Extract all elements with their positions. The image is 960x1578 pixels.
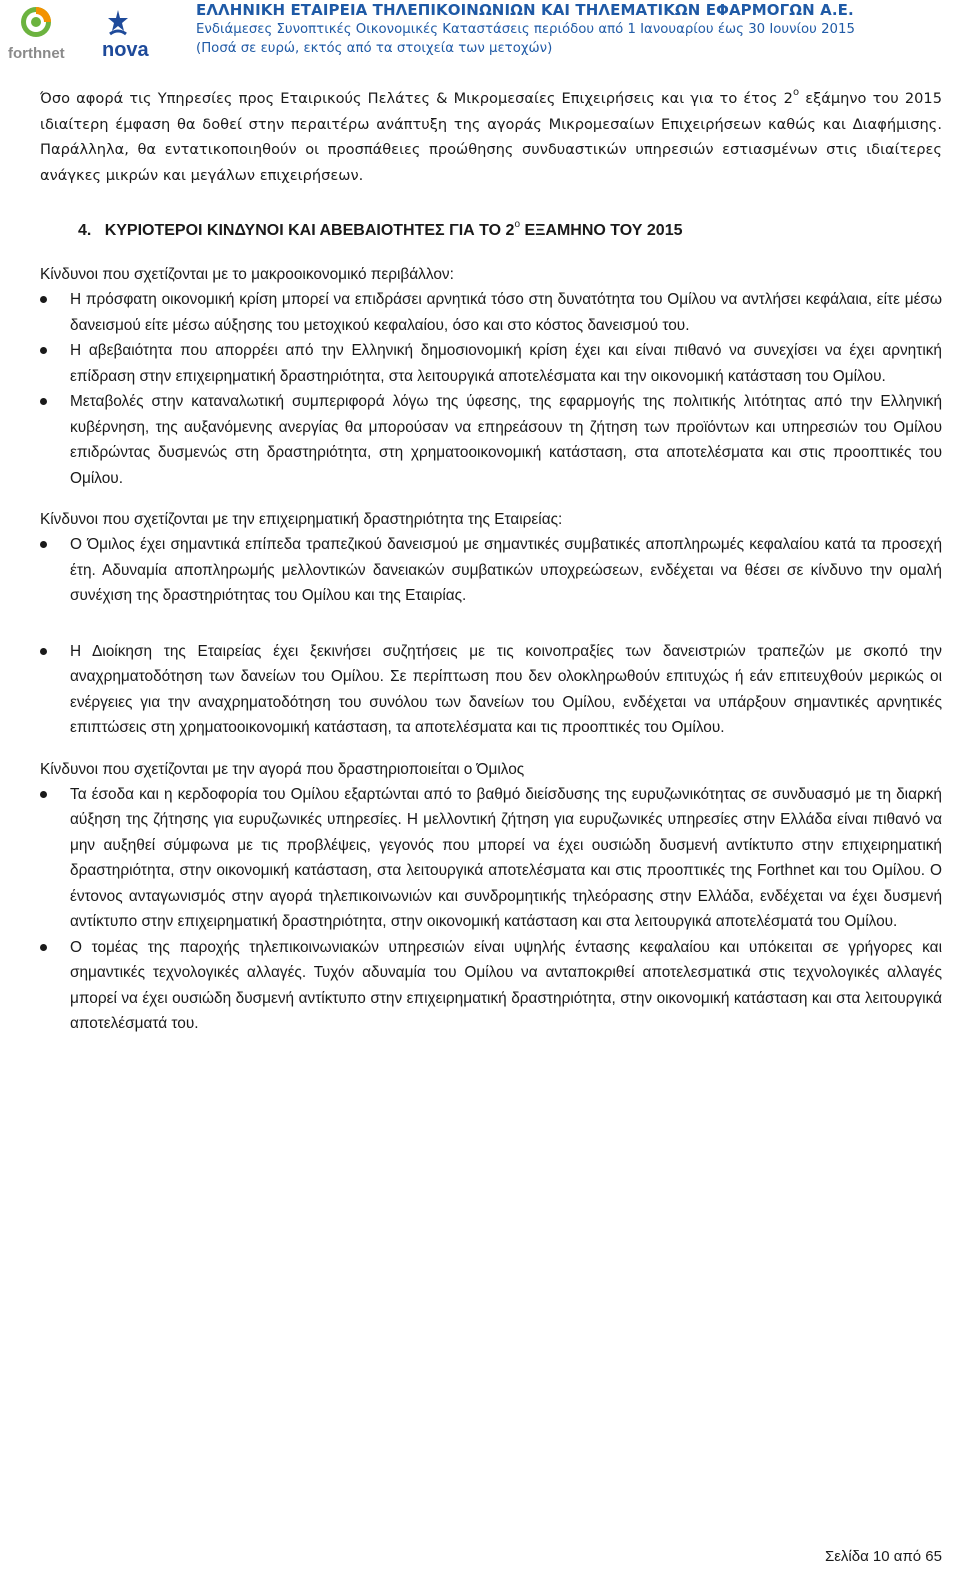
intro-paragraph xyxy=(40,80,942,188)
risk-list-market xyxy=(40,782,942,1037)
risk-group-title-business: Κίνδυνοι που σχετίζονται με την επιχειρηματική δραστηριότητα της Εταιρείας: xyxy=(40,511,563,529)
list-item-text: Η Διοίκηση της Εταιρείας έχει ξεκινήσει συζητήσεις με τις κοινοπραξίες των δανειστριών τραπεζών με σκοπό την αναχρηματοδότηση των δανείων του Ομίλου. Σε περίπτωση που δεν ολοκληρωθούν επιτυχώς ή εάν επιτευχθούν μερικώς οι ενέργειες για την αναχρηματοδότηση του συνόλου των δανείων του Ομίλου, ενδέχεται να υπάρξουν σημαντικές αρνητικές επιπτώσεις στη χρηματοοικονομική κατάσταση, τα αποτελέσματα και τις προοπτικές του Ομίλου. xyxy=(70,642,942,737)
report-period: Ενδιάμεσες Συνοπτικές Οικονομικές Καταστάσεις περιόδου από 1 Ιανουαρίου έως 30 Ιουνίου 2015 xyxy=(196,22,855,37)
bullet-icon xyxy=(40,296,47,303)
page-header xyxy=(0,0,960,70)
page-number: Σελίδα 10 από 65 xyxy=(824,1548,942,1565)
bullet-icon xyxy=(40,398,47,405)
list-item xyxy=(40,532,942,609)
company-logos xyxy=(6,4,156,64)
header-text-block xyxy=(196,0,956,58)
nova-logo-text: nova xyxy=(102,39,149,61)
risk-group-title-market: Κίνδυνοι που σχετίζονται με την αγορά που δραστηριοποιείται ο Όμιλος xyxy=(40,760,525,778)
bullet-icon xyxy=(40,347,47,354)
intro-superscript: ο xyxy=(792,87,800,98)
risk-list-business xyxy=(40,532,942,741)
section-heading xyxy=(78,210,942,246)
forthnet-logo xyxy=(8,7,65,62)
section-title-superscript: ο xyxy=(514,219,520,231)
intro-text-part2: εξάμηνο του 2015 ιδιαίτερη έμφαση θα δοθεί στην περαιτέρω ανάπτυξη της αγοράς Μικρομεσαίων Επιχειρήσεων καθώς και Διαφήμισης. Παράλληλα, θα εντατικοποιηθούν οι προσπάθειες προώθησης συνδυαστικών υπηρεσιών εστιασμένων στις ιδιαίτερες ανάγκες μικρών και μεγάλων επιχειρήσεων. xyxy=(40,90,942,184)
section-title-part2: ΕΞΑΜΗΝΟ ΤΟΥ 2015 xyxy=(520,222,683,240)
risk-list-macro xyxy=(40,287,942,491)
bullet-icon xyxy=(40,791,47,798)
nova-logo xyxy=(102,10,150,61)
list-item xyxy=(40,782,942,935)
list-item-text: Ο τομέας της παροχής τηλεπικοινωνιακών υπηρεσιών είναι υψηλής έντασης κεφαλαίου και υπόκειται σε γρήγορες και σημαντικές τεχνολογικές αλλαγές. Τυχόν αδυναμία του Ομίλου να ανταποκριθεί αποτελεσματικά στις τεχνολογικές αλλαγές μπορεί να έχει ουσιώδη δυσμενή αντίκτυπο στην επιχειρηματική δραστηριότητα, στην οικονομική κατάσταση και στα λειτουργικά αποτελέσματά του. xyxy=(70,938,942,1033)
section-number: 4. xyxy=(78,222,92,240)
list-item-text: Η πρόσφατη οικονομική κρίση μπορεί να επιδράσει αρνητικά τόσο στη δυνατότητα του Ομίλου να αντλήσει κεφάλαια, είτε μέσω δανεισμού είτε μέσω αύξησης του μετοχικού κεφαλαίου, όσο και στο κόστος δανεισμού του. xyxy=(70,291,942,334)
currency-note: (Ποσά σε ευρώ, εκτός από τα στοιχεία των μετοχών) xyxy=(196,41,553,56)
forthnet-logo-text: forthnet xyxy=(8,45,65,62)
list-item-text: Τα έσοδα και η κερδοφορία του Ομίλου εξαρτώνται από το βαθμό διείσδυσης της ευρυζωνικότητας σε συνδυασμό με τη διαρκή αύξηση της ζήτησης για ευρυζωνικές υπηρεσίες. Η μελλοντική ζήτηση για ευρυζωνικές υπηρεσίες στην Ελλάδα είναι πιθανό να μην αυξηθεί σύμφωνα με τις προβλέψεις, γεγονός που μπορεί να έχει ουσιώδη δυσμενή αντίκτυπο στην επιχειρηματική δραστηριότητα, στην οικονομική κατάσταση, στα λειτουργικά αποτελέσματα και στις προοπτικές της Forthnet και του Ομίλου. Ο έντονος ανταγωνισμός στην αγορά τηλεπικοινωνιών και συνδρομητικής τηλεόρασης στην Ελλάδα, ενδέχεται να έχει δυσμενή αντίκτυπο στην επιχειρηματική δραστηριότητα, στην οικονομική κατάσταση και στα λειτουργικά αποτελέσματά του Ομίλου. xyxy=(70,785,942,931)
list-item-text: Ο Όμιλος έχει σημαντικά επίπεδα τραπεζικού δανεισμού με σημαντικές συμβατικές αποπληρωμές κεφαλαίου κατά τα προσεχή έτη. Αδυναμία αποπληρωμής μελλοντικών δανειακών συμβατικών υποχρεώσεων, ενδέχεται να θέσει σε κίνδυνο την ομαλή συνέχιση της δραστηριότητας του Ομίλου και της Εταιρίας. xyxy=(70,536,942,605)
bullet-icon xyxy=(40,944,47,951)
list-item xyxy=(40,639,942,741)
list-item-text: Η αβεβαιότητα που απορρέει από την Ελληνική δημοσιονομική κρίση έχει και είναι πιθανό να συνεχίσει να έχει αρνητική επίδραση στην επιχειρηματική δραστηριότητα, στα λειτουργικά αποτελέσματα και την οικονομική κατάσταση του Ομίλου. xyxy=(70,342,942,385)
bullet-icon xyxy=(40,648,47,655)
risk-group-title-macro: Κίνδυνοι που σχετίζονται με το μακροοικονομικό περιβάλλον: xyxy=(40,266,454,284)
document-body xyxy=(40,80,942,1037)
list-item xyxy=(40,935,942,1037)
list-item-text: Μεταβολές στην καταναλωτική συμπεριφορά λόγω της ύφεσης, της εφαρμογής της πολιτικής λιτότητας από την Ελληνική κυβέρνηση, της αυξανόμενης ανεργίας θα μπορούσαν να επηρεάσουν τη ζήτηση των προϊόντων και υπηρεσιών του Ομίλου επιδρώντας δυσμενώς στη δραστηριότητα, στη χρηματοοικονομική κατάσταση, στα αποτελέσματα και στις προοπτικές του Ομίλου. xyxy=(70,393,942,487)
list-item xyxy=(40,389,942,491)
intro-text-part1: Όσο αφορά τις Υπηρεσίες προς Εταιρικούς Πελάτες & Μικρομεσαίες Επιχειρήσεις και για το έτος 2 xyxy=(40,90,793,107)
list-item xyxy=(40,287,942,338)
section-title-part1: ΚΥΡΙΟΤΕΡΟΙ ΚΙΝΔΥΝΟΙ ΚΑΙ ΑΒΕΒΑΙΟΤΗΤΕΣ ΓΙΑ ΤΟ 2 xyxy=(104,222,515,240)
company-name: ΕΛΛΗΝΙΚΗ ΕΤΑΙΡΕΙΑ ΤΗΛΕΠΙΚΟΙΝΩΝΙΩΝ ΚΑΙ ΤΗΛΕΜΑΤΙΚΩΝ ΕΦΑΡΜΟΓΩΝ Α.Ε. xyxy=(196,1,854,19)
bullet-icon xyxy=(40,541,47,548)
list-item xyxy=(40,338,942,389)
